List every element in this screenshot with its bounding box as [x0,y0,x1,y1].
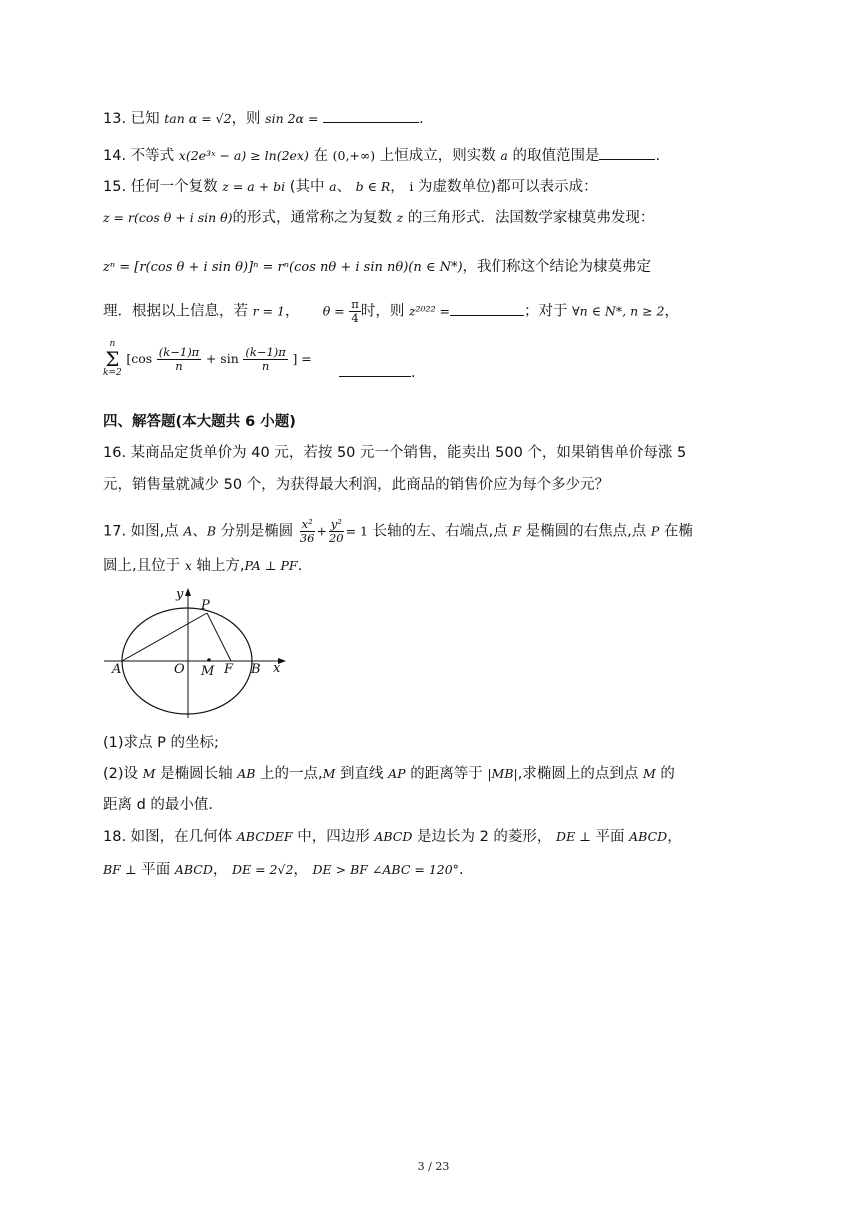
math-expression: x(2e³ˣ − a) ≥ ln(2ex) [178,148,309,163]
de-moivre-formula: zⁿ = [r(cos θ + i sin θ)]ⁿ = rⁿ(cos nθ + i sin nθ)(n ∈ N*) [103,260,463,275]
summation: n Σ k=2 [103,339,122,378]
math-expression: (0,+∞) [332,148,376,163]
label-p: P [201,598,210,613]
question-17: 17. 如图,点 A、B 分别是椭圆 $\frac{\text{x²}}{36}$ + $\frac{\text{y²}}{20}$ = 1 长轴的左、右端点,点 F 是椭圆的右焦点,点 P 在椭 [103,517,693,545]
question-16: 16. 某商品定货单价为 40 元，若按 50 元一个销售，能卖出 500 个，如果销售单价每涨 5 [103,445,687,461]
page-number: 3 / 23 [417,1160,450,1173]
question-16-line-2: 元，销售量就减少 50 个，为获得最大利润，此商品的销售价应为每个多少元？ [103,477,610,493]
fraction: $\frac{(k-1)\pi}{n}$ [158,344,200,373]
question-15: 15. 任何一个复数 z = a + bi (其中 a、 b ∈ R， i 为虚数单位)都可以表示成： [103,179,598,195]
label-b: B [251,662,261,677]
question-15-line-3: zⁿ = [r(cos θ + i sin θ)]ⁿ = rⁿ(cos nθ + i sin nθ)(n ∈ N*)，我们称这个结论为棣莫弗定 [103,259,652,275]
segment-pf [207,613,231,661]
answer-blank[interactable] [599,145,655,160]
question-13: 13. 已知 tan α = √2，则 sin 2α = . [103,108,772,129]
label-o: O [174,662,185,677]
math-expression: sin 2α = [265,111,319,126]
label-f: F [224,662,234,677]
math-expression: tan α = √2 [164,111,232,126]
question-17-part-2: (2)设 M 是椭圆长轴 AB 上的一点,M 到直线 AP 的距离等于 |MB|,求椭圆上的点到点 M 的 [103,766,675,782]
answer-blank[interactable] [339,362,411,377]
fraction: $\frac{\text{y²}}{20}$ [328,517,344,545]
question-18-line-2: BF ⊥ 平面 ABCD， DE = 2√2， DE > BF ∠ABC = 120°. [103,862,464,878]
label-m: M [201,664,215,679]
question-15-line-2: z = r(cos θ + i sin θ)的形式，通常称之为复数 z 的三角形式．法国数学家棣莫弗发现： [103,210,655,226]
answer-blank[interactable] [323,108,419,123]
question-17-part-2-line-2: 距离 d 的最小值. [103,797,214,813]
fraction: $\frac{\pi}{4}$ [351,297,359,325]
math-expression: z = r(cos θ + i sin θ) [103,210,233,225]
fraction: $\frac{(k-1)\pi}{n}$ [245,344,286,373]
question-18: 18. 如图，在几何体 ABCDEF 中，四边形 ABCD 是边长为 2 的菱形， DE ⊥ 平面 ABCD， [103,829,682,845]
question-15-line-5: n Σ k=2 [cos $\frac{(k-1)\pi}{n}$ + sin $\frac{(k-1)\pi}{n}$ ] = . [103,339,416,381]
segment-pa [122,613,207,661]
question-14: 14. 不等式 x(2e³ˣ − a) ≥ ln(2ex) 在 (0,+∞) 上恒成立，则实数 a 的取值范围是 . [103,145,772,166]
fraction: $\frac{\text{x²}}{36}$ [299,517,315,545]
answer-blank[interactable] [450,301,524,316]
math-expression: z = a + bi [222,179,286,194]
y-axis-arrow [185,588,191,596]
question-15-line-4: 理．根据以上信息，若 r = 1， θ = $\frac{\pi}{4}$ 时，则 z²⁰²² = ；对于 ∀n ∈ N*, n ≥ 2， [103,297,679,325]
question-17-part-1: (1)求点 P 的坐标; [103,735,219,751]
label-x: x [273,661,281,676]
section-heading: 四、解答题(本大题共 6 小题) [103,414,296,430]
ellipse-figure [100,582,300,722]
label-a: A [112,662,122,677]
label-y: y [176,587,184,602]
question-17-line-2: 圆上,且位于 x 轴上方,PA ⊥ PF. [103,558,303,574]
point-m [207,658,211,662]
